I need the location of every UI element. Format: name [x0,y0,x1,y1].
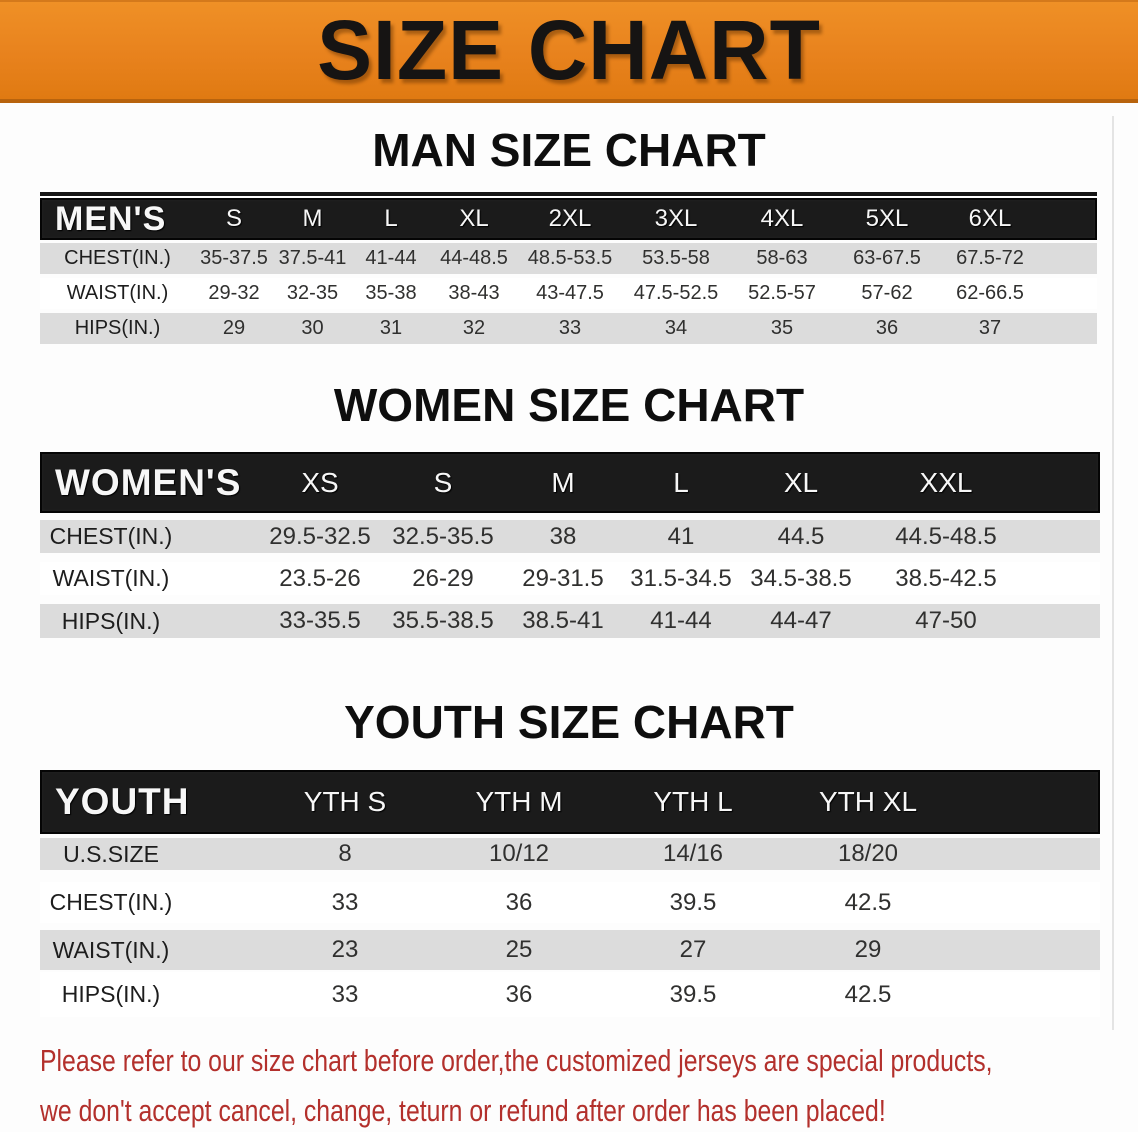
size-column-header: L [384,205,398,232]
measurement-row-label: WAIST(IN.) [66,282,169,304]
size-value: 29-32 [208,282,260,304]
size-column-header: M [302,205,323,232]
table-row [40,930,1100,970]
size-column-header: XL [459,205,489,232]
size-value: 38.5-41 [522,607,604,634]
size-value: 39.5 [669,980,717,1008]
size-column-header: XXL [919,466,973,498]
table-row [40,313,1097,344]
disclaimer-line-1: Please refer to our size chart before order,the customized jerseys are special products, [40,1043,993,1078]
women-table-header-row [40,452,1100,513]
size-value: 38 [549,522,577,550]
size-value: 36 [875,317,899,339]
size-value: 10/12 [488,840,550,867]
size-value: 58-63 [756,247,808,269]
size-value: 31.5-34.5 [630,564,732,592]
size-column-header: YTH M [475,786,563,817]
size-value: 57-62 [861,282,913,304]
table-row [40,882,1100,923]
banner-title: SIZE CHART [317,3,821,97]
size-value: 25 [505,936,533,963]
youth-group-label: YOUTH [55,781,190,822]
size-column-header: XL [783,466,819,498]
size-value: 8 [338,840,352,867]
size-value: 39.5 [669,888,717,916]
size-value: 35 [770,317,794,339]
size-value: 37.5-41 [278,247,347,269]
size-value: 30 [301,317,324,339]
size-value: 35-37.5 [200,247,268,269]
size-column-header: S [225,205,242,232]
size-value: 23.5-26 [279,564,361,592]
table-row [40,972,1100,1017]
measurement-row-label: HIPS(IN.) [61,607,161,634]
youth-table-header-row [40,770,1100,834]
size-value: 35-38 [365,282,417,304]
measurement-row-label: HIPS(IN.) [74,317,161,339]
measurement-row-label: WAIST(IN.) [52,936,170,963]
men-group-label: MEN'S [55,199,167,238]
size-value: 32-35 [286,282,339,304]
size-value: 31 [379,317,403,339]
size-value: 44-47 [770,607,832,634]
size-value: 52.5-57 [748,282,816,304]
size-value: 32 [462,317,486,339]
size-value: 33 [331,980,359,1008]
measurement-row-label: CHEST(IN.) [49,889,173,915]
size-value: 43-47.5 [536,282,604,304]
size-column-header: L [673,466,689,498]
size-value: 41-44 [650,607,712,634]
size-value: 44.5-48.5 [895,522,997,550]
size-value: 29 [222,317,246,339]
size-value: 36 [505,888,533,916]
size-column-header: YTH XL [818,786,918,817]
size-value: 42.5 [844,888,892,916]
size-value: 27 [679,936,707,963]
banner [0,0,1138,103]
size-value: 41-44 [365,247,417,269]
size-value: 41 [667,522,695,550]
size-value: 18/20 [837,840,899,867]
table-row [40,278,1097,309]
size-value: 29 [854,936,882,963]
size-value: 38.5-42.5 [895,564,997,592]
size-column-header: M [551,466,575,498]
size-value: 44-48.5 [440,247,508,269]
table-row [40,562,1100,595]
size-value: 33-35.5 [279,607,361,634]
men-table-topline [40,192,1097,196]
size-value: 42.5 [844,980,892,1008]
measurement-row-label: WAIST(IN.) [52,565,170,591]
size-column-header: YTH L [653,786,733,817]
men-table-header-row [40,198,1097,240]
women-group-label: WOMEN'S [55,461,242,503]
size-value: 47-50 [915,607,977,634]
measurement-row-label: CHEST(IN.) [64,247,171,269]
size-value: 33 [558,317,582,339]
table-row [40,604,1100,638]
disclaimer-line-2: we don't accept cancel, change, teturn or refund after order has been placed! [40,1093,886,1128]
size-value: 34.5-38.5 [750,564,852,592]
size-value: 33 [331,888,359,916]
youth-size-table [40,770,1100,1017]
size-column-header: 5XL [865,205,909,232]
size-value: 26-29 [412,564,474,592]
size-value: 38-43 [448,282,500,304]
size-value: 29.5-32.5 [269,522,371,550]
measurement-row-label: U.S.SIZE [63,840,159,867]
size-value: 47.5-52.5 [633,282,719,304]
table-row [40,520,1100,553]
size-value: 23 [331,936,359,963]
table-row [40,243,1097,274]
size-value: 53.5-58 [642,247,710,269]
size-value: 29-31.5 [522,564,604,592]
size-column-header: XS [301,466,339,498]
size-value: 62-66.5 [956,282,1024,304]
size-value: 48.5-53.5 [527,247,613,269]
measurement-row-label: HIPS(IN.) [61,981,161,1007]
size-value: 35.5-38.5 [392,607,494,634]
size-column-header: 3XL [654,205,698,232]
size-column-header: 4XL [760,205,804,232]
size-value: 63-67.5 [853,247,921,269]
youth-section-heading: YOUTH SIZE CHART [344,696,794,748]
size-value: 14/16 [662,840,724,867]
size-column-header: 2XL [548,205,592,232]
size-column-header: S [433,466,453,498]
men-section-heading: MAN SIZE CHART [372,124,766,176]
size-value: 34 [664,317,688,339]
size-value: 37 [978,317,1002,339]
table-row [40,838,1100,870]
right-edge-artifact [1112,116,1114,1030]
size-value: 36 [505,980,533,1008]
measurement-row-label: CHEST(IN.) [49,523,173,549]
size-value: 32.5-35.5 [392,522,494,550]
women-size-table [40,452,1100,638]
size-column-header: YTH S [303,786,387,817]
women-section-heading: WOMEN SIZE CHART [333,379,805,431]
men-size-table [40,192,1097,344]
size-value: 67.5-72 [956,247,1024,269]
size-column-header: 6XL [968,205,1012,232]
size-value: 44.5 [777,522,825,550]
